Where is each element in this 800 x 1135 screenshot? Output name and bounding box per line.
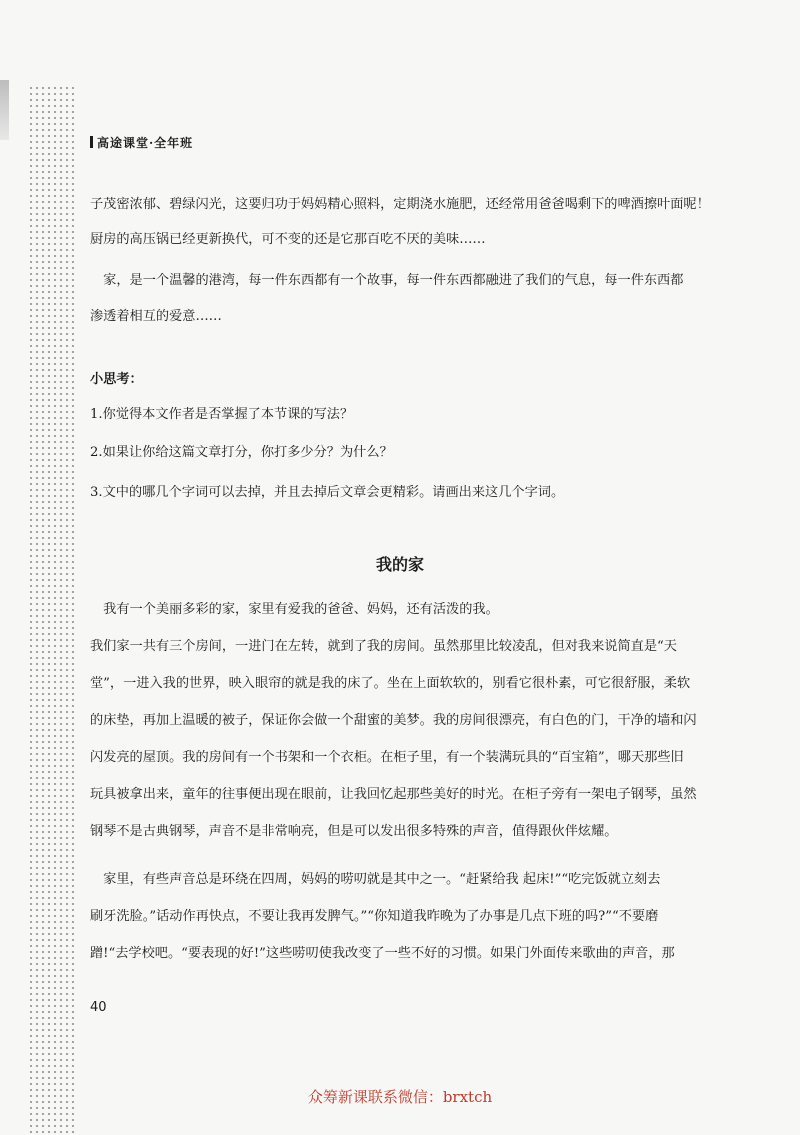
page-number: 40 xyxy=(90,1000,107,1015)
header-text: 高途课堂·全年班 xyxy=(97,136,194,150)
question-item: 2.如果让你给这篇文章打分，你打多少分？为什么？ xyxy=(90,445,393,460)
paragraph-line: 我有一个美丽多彩的家，家里有爱我的爸爸、妈妈，还有活泼的我。 xyxy=(90,602,499,617)
question-item: 3.文中的哪几个字词可以去掉，并且去掉后文章会更精彩。请画出来这几个字词。 xyxy=(90,485,565,500)
paragraph-line: 家里，有些声音总是环绕在四周，妈妈的唠叨就是其中之一。“赶紧给我 起床!”“吃完饭就立刻去 xyxy=(90,872,661,887)
watermark-text: 众筹新课联系微信：brxtch xyxy=(307,1088,493,1106)
paragraph-line: 子茂密浓郁、碧绿闪光，这要归功于妈妈精心照料，定期浇水施肥，还经常用爸爸喝剩下的啤酒擦叶面呢！ xyxy=(90,197,710,212)
paragraph-line: 钢琴不是古典钢琴，声音不是非常响亮，但是可以发出很多特殊的声音，值得跟伙伴炫耀。 xyxy=(90,824,618,839)
essay-title: 我的家 xyxy=(375,555,424,574)
page-edge-shadow xyxy=(0,80,9,140)
paragraph-line: 家，是一个温馨的港湾，每一件东西都有一个故事，每一件东西都融进了我们的气息，每一件东西都 xyxy=(90,273,684,288)
dotted-margin-pattern xyxy=(28,85,76,1135)
paragraph-line: 的床垫，再加上温暖的被子，保证你会做一个甜蜜的美梦。我的房间很漂亮，有白色的门，干净的墙和闪 xyxy=(90,713,697,728)
section-heading: 小思考： xyxy=(90,372,143,387)
paragraph-line: 堂”，一进入我的世界，映入眼帘的就是我的床了。坐在上面软软的，别看它很朴素，可它很舒服，柔软 xyxy=(90,676,691,691)
paragraph-line: 渗透着相互的爱意…… xyxy=(90,309,222,324)
paragraph-line: 我们家一共有三个房间，一进门在左转，就到了我的房间。虽然那里比较凌乱，但对我来说简直是“天 xyxy=(90,639,677,654)
paragraph-line: 蹭!“去学校吧。“要表现的好!”这些唠叨使我改变了一些不好的习惯。如果门外面传来歌曲的声音，那 xyxy=(90,946,675,961)
paragraph-line: 闪发亮的屋顶。我的房间有一个书架和一个衣柜。在柜子里，有一个装满玩具的“百宝箱”，哪天那些旧 xyxy=(90,750,684,765)
paragraph-line: 厨房的高压锅已经更新换代，可不变的还是它那百吃不厌的美味…… xyxy=(90,232,486,247)
paragraph-line: 刷牙洗脸。”话动作再快点，不要让我再发脾气。”“你知道我昨晚为了办事是几点下班的吗?”“不要磨 xyxy=(90,909,659,924)
running-header xyxy=(90,134,193,151)
paragraph-line: 玩具被拿出来，童年的往事便出现在眼前，让我回忆起那些美好的时光。在柜子旁有一架电子钢琴，虽然 xyxy=(90,787,697,802)
header-bar xyxy=(90,136,93,148)
question-item: 1.你觉得本文作者是否掌握了本节课的写法？ xyxy=(90,407,354,422)
